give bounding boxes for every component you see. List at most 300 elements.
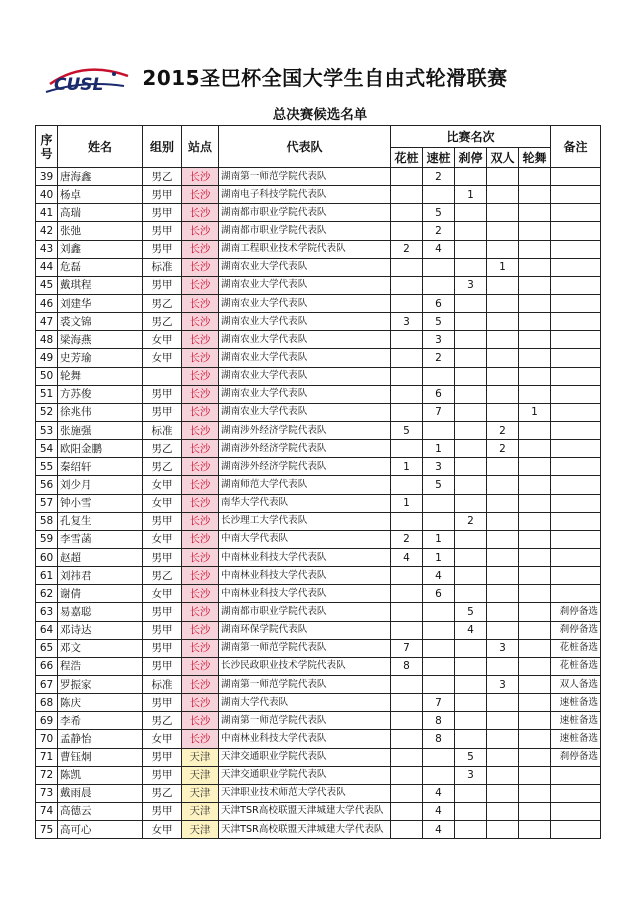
table-row xyxy=(36,403,601,421)
cell-event-1: 2 xyxy=(391,530,423,548)
cell-name: 张弛 xyxy=(58,222,143,240)
cell-event-1 xyxy=(391,385,423,403)
cell-team: 湖南农业大学代表队 xyxy=(219,313,391,331)
cell-group: 女甲 xyxy=(143,349,182,367)
cell-event-1 xyxy=(391,258,423,276)
cell-event-4 xyxy=(487,168,519,186)
cell-team: 天津交通职业学院代表队 xyxy=(219,766,391,784)
cell-name: 危磊 xyxy=(58,258,143,276)
cell-event-2 xyxy=(423,603,455,621)
cell-group: 标准 xyxy=(143,258,182,276)
cell-note xyxy=(551,294,601,312)
cell-event-3 xyxy=(455,258,487,276)
cell-group: 女甲 xyxy=(143,494,182,512)
col-header-event-1: 花桩 xyxy=(391,148,423,168)
cell-event-3 xyxy=(455,585,487,603)
cell-event-3: 4 xyxy=(455,621,487,639)
cell-event-1 xyxy=(391,621,423,639)
cell-name: 罗振家 xyxy=(58,675,143,693)
col-header-seq: 序号 xyxy=(36,126,58,168)
cell-note xyxy=(551,186,601,204)
cell-event-2: 8 xyxy=(423,730,455,748)
cell-event-5 xyxy=(519,621,551,639)
col-header-event-2: 速桩 xyxy=(423,148,455,168)
cell-team: 湖南涉外经济学院代表队 xyxy=(219,421,391,439)
cell-event-5 xyxy=(519,530,551,548)
cell-event-1 xyxy=(391,567,423,585)
cell-event-1 xyxy=(391,603,423,621)
cell-station: 长沙 xyxy=(182,512,219,530)
cell-team: 湖南师范大学代表队 xyxy=(219,476,391,494)
cell-seq: 39 xyxy=(36,168,58,186)
cell-seq: 61 xyxy=(36,567,58,585)
cell-event-1 xyxy=(391,802,423,820)
col-header-rank-group: 比赛名次 xyxy=(391,126,551,148)
cell-note xyxy=(551,548,601,566)
cell-note: 双人备选 xyxy=(551,675,601,693)
cell-name: 曹钰炯 xyxy=(58,748,143,766)
cell-event-3 xyxy=(455,530,487,548)
cell-event-2 xyxy=(423,258,455,276)
cell-note xyxy=(551,403,601,421)
cell-note xyxy=(551,458,601,476)
cell-seq: 49 xyxy=(36,349,58,367)
cell-team: 天津职业技术师范大学代表队 xyxy=(219,784,391,802)
cell-seq: 58 xyxy=(36,512,58,530)
col-header-group: 组别 xyxy=(143,126,182,168)
table-row xyxy=(36,258,601,276)
cell-event-1 xyxy=(391,748,423,766)
cell-station: 长沙 xyxy=(182,476,219,494)
cell-group: 男甲 xyxy=(143,186,182,204)
page-subtitle: 总决赛候选名单 xyxy=(272,107,368,123)
cell-event-1: 7 xyxy=(391,639,423,657)
cell-seq: 70 xyxy=(36,730,58,748)
cell-event-2: 2 xyxy=(423,349,455,367)
cell-group: 男甲 xyxy=(143,222,182,240)
cell-event-2: 6 xyxy=(423,585,455,603)
table-row xyxy=(36,385,601,403)
cell-seq: 67 xyxy=(36,675,58,693)
cell-name: 裘文锦 xyxy=(58,313,143,331)
cell-event-2 xyxy=(423,621,455,639)
cell-event-1 xyxy=(391,331,423,349)
cell-team: 湖南都市职业学院代表队 xyxy=(219,603,391,621)
cell-name: 孟静怡 xyxy=(58,730,143,748)
cell-group: 男甲 xyxy=(143,621,182,639)
cell-seq: 60 xyxy=(36,548,58,566)
cell-event-5 xyxy=(519,639,551,657)
cell-event-3: 5 xyxy=(455,748,487,766)
cell-event-2: 6 xyxy=(423,294,455,312)
cell-note xyxy=(551,331,601,349)
cell-event-4 xyxy=(487,494,519,512)
cell-station: 长沙 xyxy=(182,222,219,240)
cell-event-1 xyxy=(391,403,423,421)
cell-event-2: 4 xyxy=(423,567,455,585)
cell-group: 标准 xyxy=(143,421,182,439)
cell-seq: 54 xyxy=(36,440,58,458)
cell-event-4 xyxy=(487,585,519,603)
cell-event-1 xyxy=(391,367,423,385)
cell-note xyxy=(551,530,601,548)
cell-team: 湖南农业大学代表队 xyxy=(219,403,391,421)
table-row xyxy=(36,222,601,240)
cell-event-3 xyxy=(455,567,487,585)
cell-team: 湖南第一师范学院代表队 xyxy=(219,712,391,730)
cell-event-3 xyxy=(455,548,487,566)
cell-event-2 xyxy=(423,675,455,693)
cell-seq: 59 xyxy=(36,530,58,548)
table-row xyxy=(36,494,601,512)
cell-team: 中南林业科技大学代表队 xyxy=(219,548,391,566)
cell-team: 长沙民政职业技术学院代表队 xyxy=(219,657,391,675)
cell-event-5 xyxy=(519,331,551,349)
cell-group: 女甲 xyxy=(143,730,182,748)
cell-event-3 xyxy=(455,421,487,439)
table-row xyxy=(36,802,601,820)
cell-event-2 xyxy=(423,748,455,766)
cell-group: 男甲 xyxy=(143,385,182,403)
table-row xyxy=(36,657,601,675)
cell-note: 花桩备选 xyxy=(551,639,601,657)
cell-group: 男甲 xyxy=(143,603,182,621)
cell-event-5 xyxy=(519,204,551,222)
cell-event-4 xyxy=(487,548,519,566)
table-row xyxy=(36,784,601,802)
cell-event-2 xyxy=(423,367,455,385)
cell-event-4 xyxy=(487,385,519,403)
table-row xyxy=(36,168,601,186)
cell-name: 陈凯 xyxy=(58,766,143,784)
cell-note xyxy=(551,512,601,530)
cell-station: 天津 xyxy=(182,802,219,820)
cell-event-4 xyxy=(487,712,519,730)
cell-event-1 xyxy=(391,512,423,530)
cell-seq: 41 xyxy=(36,204,58,222)
cell-event-5 xyxy=(519,675,551,693)
cell-event-5 xyxy=(519,440,551,458)
cell-event-1 xyxy=(391,222,423,240)
table-row xyxy=(36,240,601,258)
cell-event-2 xyxy=(423,494,455,512)
cell-group: 男乙 xyxy=(143,712,182,730)
cell-name: 刘少月 xyxy=(58,476,143,494)
cell-event-3 xyxy=(455,294,487,312)
cell-event-1 xyxy=(391,821,423,839)
cell-event-2: 5 xyxy=(423,204,455,222)
cell-seq: 63 xyxy=(36,603,58,621)
cell-event-4 xyxy=(487,730,519,748)
cell-event-4 xyxy=(487,240,519,258)
cell-name: 陈庆 xyxy=(58,694,143,712)
cell-event-3 xyxy=(455,730,487,748)
cell-event-5 xyxy=(519,802,551,820)
cell-event-5 xyxy=(519,476,551,494)
cell-event-4: 2 xyxy=(487,421,519,439)
cell-event-4 xyxy=(487,567,519,585)
cell-note xyxy=(551,476,601,494)
cell-note: 花桩备选 xyxy=(551,657,601,675)
cell-team: 湖南第一师范学院代表队 xyxy=(219,168,391,186)
cell-event-4 xyxy=(487,603,519,621)
table-row xyxy=(36,367,601,385)
cell-seq: 75 xyxy=(36,821,58,839)
cell-event-3: 5 xyxy=(455,603,487,621)
cell-event-2: 3 xyxy=(423,458,455,476)
cell-note xyxy=(551,821,601,839)
cell-event-5: 1 xyxy=(519,403,551,421)
cell-note xyxy=(551,313,601,331)
cell-name: 轮舞 xyxy=(58,367,143,385)
cell-team: 湖南都市职业学院代表队 xyxy=(219,204,391,222)
cell-team: 天津TSR高校联盟天津城建大学代表队 xyxy=(219,821,391,839)
cell-event-4 xyxy=(487,186,519,204)
cell-group: 男甲 xyxy=(143,802,182,820)
cell-group: 男甲 xyxy=(143,548,182,566)
cell-event-2: 2 xyxy=(423,168,455,186)
cell-team: 中南林业科技大学代表队 xyxy=(219,730,391,748)
cell-station: 长沙 xyxy=(182,186,219,204)
cell-name: 李希 xyxy=(58,712,143,730)
table-row xyxy=(36,349,601,367)
cell-event-3 xyxy=(455,675,487,693)
cell-seq: 46 xyxy=(36,294,58,312)
cell-note xyxy=(551,367,601,385)
cell-note xyxy=(551,222,601,240)
table-row xyxy=(36,476,601,494)
cell-seq: 42 xyxy=(36,222,58,240)
cell-event-2 xyxy=(423,421,455,439)
cell-event-3 xyxy=(455,657,487,675)
cell-event-4: 1 xyxy=(487,258,519,276)
svg-text:CUSL: CUSL xyxy=(54,75,104,95)
cell-group: 女甲 xyxy=(143,331,182,349)
cell-event-1 xyxy=(391,712,423,730)
cell-seq: 47 xyxy=(36,313,58,331)
cell-seq: 48 xyxy=(36,331,58,349)
cell-team: 湖南环保学院代表队 xyxy=(219,621,391,639)
cell-event-2: 4 xyxy=(423,802,455,820)
cell-station: 长沙 xyxy=(182,367,219,385)
cell-team: 湖南第一师范学院代表队 xyxy=(219,639,391,657)
cell-event-5 xyxy=(519,313,551,331)
cell-note xyxy=(551,494,601,512)
cell-event-4 xyxy=(487,458,519,476)
cell-name: 史芳瑜 xyxy=(58,349,143,367)
cell-seq: 40 xyxy=(36,186,58,204)
cell-station: 长沙 xyxy=(182,712,219,730)
cell-event-3 xyxy=(455,458,487,476)
cell-event-1: 8 xyxy=(391,657,423,675)
cell-team: 湖南农业大学代表队 xyxy=(219,331,391,349)
cell-team: 天津TSR高校联盟天津城建大学代表队 xyxy=(219,802,391,820)
cell-event-2: 4 xyxy=(423,784,455,802)
cell-event-2: 4 xyxy=(423,240,455,258)
cell-seq: 69 xyxy=(36,712,58,730)
cell-event-1 xyxy=(391,476,423,494)
cell-event-4 xyxy=(487,821,519,839)
cell-note xyxy=(551,204,601,222)
cell-station: 长沙 xyxy=(182,621,219,639)
cell-event-3: 2 xyxy=(455,512,487,530)
cell-event-3 xyxy=(455,204,487,222)
cell-station: 长沙 xyxy=(182,240,219,258)
table-row xyxy=(36,821,601,839)
cell-event-5 xyxy=(519,512,551,530)
cell-event-2: 3 xyxy=(423,331,455,349)
cell-name: 梁海燕 xyxy=(58,331,143,349)
cell-station: 长沙 xyxy=(182,603,219,621)
cell-group: 男甲 xyxy=(143,204,182,222)
cell-event-2: 1 xyxy=(423,548,455,566)
cell-station: 长沙 xyxy=(182,567,219,585)
table-row xyxy=(36,512,601,530)
cell-event-1: 5 xyxy=(391,421,423,439)
cell-name: 谢倩 xyxy=(58,585,143,603)
cell-event-3 xyxy=(455,784,487,802)
cell-station: 天津 xyxy=(182,821,219,839)
cell-group: 女甲 xyxy=(143,476,182,494)
cell-name: 高可心 xyxy=(58,821,143,839)
cell-station: 长沙 xyxy=(182,585,219,603)
cell-event-3 xyxy=(455,331,487,349)
cell-event-3 xyxy=(455,367,487,385)
cell-name: 秦绍轩 xyxy=(58,458,143,476)
table-row xyxy=(36,458,601,476)
cell-event-5 xyxy=(519,186,551,204)
cell-station: 长沙 xyxy=(182,530,219,548)
cell-event-2 xyxy=(423,639,455,657)
cell-team: 中南林业科技大学代表队 xyxy=(219,567,391,585)
cell-group: 男乙 xyxy=(143,313,182,331)
cell-group: 男乙 xyxy=(143,440,182,458)
cell-station: 长沙 xyxy=(182,349,219,367)
table-row xyxy=(36,186,601,204)
cell-note: 刹停备选 xyxy=(551,621,601,639)
cell-event-3: 1 xyxy=(455,186,487,204)
cell-seq: 71 xyxy=(36,748,58,766)
cell-seq: 52 xyxy=(36,403,58,421)
cell-event-1 xyxy=(391,694,423,712)
cell-team: 湖南工程职业技术学院代表队 xyxy=(219,240,391,258)
cell-team: 中南大学代表队 xyxy=(219,530,391,548)
cell-event-1 xyxy=(391,675,423,693)
table-row xyxy=(36,440,601,458)
cell-seq: 50 xyxy=(36,367,58,385)
cell-event-5 xyxy=(519,603,551,621)
cell-station: 天津 xyxy=(182,748,219,766)
col-header-event-4: 双人 xyxy=(487,148,519,168)
cell-seq: 65 xyxy=(36,639,58,657)
cell-event-4 xyxy=(487,276,519,294)
table-row xyxy=(36,585,601,603)
cell-event-1 xyxy=(391,276,423,294)
cell-event-5 xyxy=(519,548,551,566)
cell-note: 速桩备选 xyxy=(551,730,601,748)
cell-station: 长沙 xyxy=(182,494,219,512)
cell-event-5 xyxy=(519,766,551,784)
cell-group: 女甲 xyxy=(143,585,182,603)
cell-seq: 44 xyxy=(36,258,58,276)
cell-name: 戴琪程 xyxy=(58,276,143,294)
cell-note xyxy=(551,258,601,276)
cell-name: 徐兆伟 xyxy=(58,403,143,421)
cell-station: 长沙 xyxy=(182,294,219,312)
cell-name: 孔复生 xyxy=(58,512,143,530)
cell-event-1 xyxy=(391,168,423,186)
cell-group: 男甲 xyxy=(143,657,182,675)
cell-event-5 xyxy=(519,694,551,712)
table-row xyxy=(36,766,601,784)
cell-team: 湖南农业大学代表队 xyxy=(219,349,391,367)
cell-name: 刘祎君 xyxy=(58,567,143,585)
cell-team: 湖南都市职业学院代表队 xyxy=(219,222,391,240)
cell-event-2: 8 xyxy=(423,712,455,730)
cell-seq: 43 xyxy=(36,240,58,258)
cell-note xyxy=(551,240,601,258)
cell-event-1 xyxy=(391,784,423,802)
cell-event-3 xyxy=(455,349,487,367)
cell-note xyxy=(551,349,601,367)
cell-event-2 xyxy=(423,766,455,784)
cell-event-2: 1 xyxy=(423,530,455,548)
cell-event-5 xyxy=(519,585,551,603)
cell-event-4: 2 xyxy=(487,440,519,458)
cell-event-1: 4 xyxy=(391,548,423,566)
cell-group: 男甲 xyxy=(143,276,182,294)
cell-event-3 xyxy=(455,639,487,657)
cell-group: 标准 xyxy=(143,675,182,693)
cell-event-1 xyxy=(391,766,423,784)
cell-seq: 53 xyxy=(36,421,58,439)
cell-name: 邓文 xyxy=(58,639,143,657)
cell-note xyxy=(551,168,601,186)
cell-event-1: 3 xyxy=(391,313,423,331)
cell-note xyxy=(551,385,601,403)
cell-seq: 66 xyxy=(36,657,58,675)
cell-event-4 xyxy=(487,512,519,530)
cell-name: 邓诗达 xyxy=(58,621,143,639)
table-row xyxy=(36,313,601,331)
cell-event-2 xyxy=(423,186,455,204)
cell-event-3 xyxy=(455,403,487,421)
cell-seq: 45 xyxy=(36,276,58,294)
cell-event-4 xyxy=(487,403,519,421)
cell-event-5 xyxy=(519,730,551,748)
cell-station: 长沙 xyxy=(182,168,219,186)
cell-group: 男甲 xyxy=(143,403,182,421)
cell-event-2: 5 xyxy=(423,313,455,331)
cell-event-5 xyxy=(519,657,551,675)
cell-event-5 xyxy=(519,222,551,240)
cell-event-4 xyxy=(487,802,519,820)
cell-team: 南华大学代表队 xyxy=(219,494,391,512)
table-row xyxy=(36,712,601,730)
cell-event-2: 4 xyxy=(423,821,455,839)
cell-event-2 xyxy=(423,657,455,675)
cell-note xyxy=(551,421,601,439)
cell-name: 刘鑫 xyxy=(58,240,143,258)
cell-event-2 xyxy=(423,276,455,294)
cell-group: 男甲 xyxy=(143,766,182,784)
cell-note: 刹停备选 xyxy=(551,748,601,766)
cell-event-5 xyxy=(519,168,551,186)
cell-event-1 xyxy=(391,186,423,204)
table-row xyxy=(36,694,601,712)
cell-note xyxy=(551,276,601,294)
cell-team: 湖南农业大学代表队 xyxy=(219,276,391,294)
